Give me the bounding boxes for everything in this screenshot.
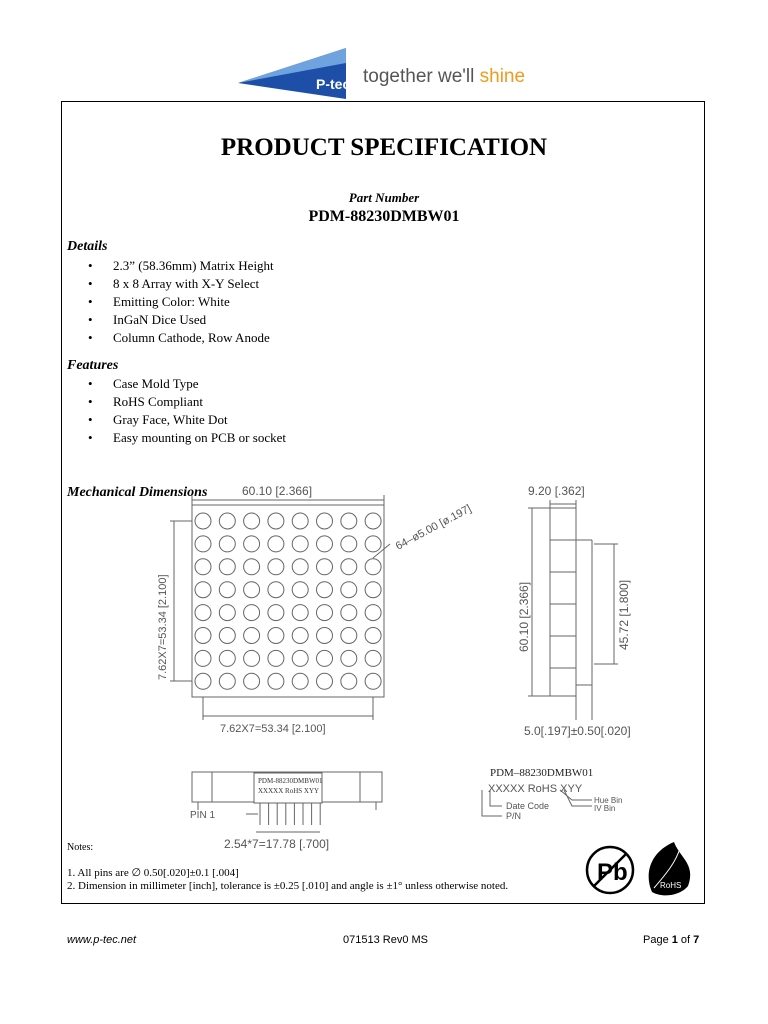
- marking-pn: P/N: [506, 811, 522, 821]
- features-list: [85, 375, 286, 447]
- list-item: • InGaN Dice Used: [85, 311, 274, 329]
- led-dot: [268, 536, 284, 552]
- led-dot: [268, 513, 284, 529]
- svg-text:RoHS: RoHS: [660, 881, 682, 890]
- led-dot: [341, 582, 357, 598]
- pin1-label: PIN 1: [190, 810, 216, 821]
- led-dot: [268, 673, 284, 689]
- details-list: [85, 257, 274, 347]
- list-item: • Case Mold Type: [85, 375, 286, 393]
- dim-side-height: 60.10 [2.366]: [517, 581, 531, 652]
- list-item: • 2.3” (58.36mm) Matrix Height: [85, 257, 274, 275]
- features-heading: Features: [67, 358, 119, 373]
- lead-free-icon: [587, 847, 633, 893]
- led-dot: [292, 536, 308, 552]
- led-dot: [365, 605, 381, 621]
- led-dot: [365, 513, 381, 529]
- list-item: • Gray Face, White Dot: [85, 411, 286, 429]
- mechanical-drawing: [157, 480, 670, 851]
- dim-width-top: 60.10 [2.366]: [242, 484, 313, 498]
- led-dot: [268, 605, 284, 621]
- led-dot: [244, 650, 260, 666]
- led-dot: [244, 559, 260, 575]
- led-dot: [317, 605, 333, 621]
- part-number-label: Part Number: [348, 190, 420, 205]
- led-dot: [317, 650, 333, 666]
- list-item: • RoHS Compliant: [85, 393, 286, 411]
- led-dot: [292, 559, 308, 575]
- led-dot: [219, 559, 235, 575]
- led-dot: [219, 650, 235, 666]
- dim-dot-spec: 64–ø5.00 [ø.197]: [393, 502, 474, 553]
- led-dot: [292, 628, 308, 644]
- dim-pitch-vertical: 7.62X7=53.34 [2.100]: [157, 574, 169, 680]
- note-item: 1. All pins are ∅ 0.50[.020]±0.1 [.004]: [67, 867, 239, 879]
- part-number: PDM-88230DMBW01: [308, 208, 460, 225]
- rohs-leaf-icon: [649, 842, 691, 895]
- led-dot: [317, 673, 333, 689]
- led-dot: [341, 559, 357, 575]
- led-dot: [195, 605, 211, 621]
- led-dot: [292, 605, 308, 621]
- led-dot: [317, 582, 333, 598]
- svg-text:Pb: Pb: [597, 859, 628, 886]
- marking-part: PDM–88230DMBW01: [490, 767, 594, 779]
- list-item: • 8 x 8 Array with X-Y Select: [85, 275, 274, 293]
- led-dot: [244, 582, 260, 598]
- list-item: • Emitting Color: White: [85, 293, 274, 311]
- led-dot: [317, 628, 333, 644]
- marking-date-code: Date Code: [506, 801, 550, 811]
- led-dot: [219, 513, 235, 529]
- led-dot: [317, 536, 333, 552]
- marking-iv-bin: IV Bin: [594, 804, 616, 813]
- led-dot: [268, 628, 284, 644]
- dim-pin-span-vertical: 45.72 [1.800]: [617, 579, 631, 650]
- led-dot: [341, 650, 357, 666]
- led-dot: [195, 582, 211, 598]
- led-dot-grid: [195, 513, 381, 689]
- led-dot: [268, 650, 284, 666]
- led-dot: [195, 673, 211, 689]
- led-dot: [365, 582, 381, 598]
- led-dot: [317, 559, 333, 575]
- details-heading: Details: [67, 239, 108, 254]
- led-dot: [219, 605, 235, 621]
- page-title: PRODUCT SPECIFICATION: [220, 134, 548, 161]
- led-dot: [244, 513, 260, 529]
- led-dot: [244, 605, 260, 621]
- led-dot: [244, 536, 260, 552]
- footer-website[interactable]: www.p-tec.net: [67, 934, 137, 946]
- list-item: • Column Cathode, Row Anode: [85, 329, 274, 347]
- led-dot: [292, 650, 308, 666]
- led-dot: [195, 628, 211, 644]
- led-dot: [365, 559, 381, 575]
- led-dot: [365, 536, 381, 552]
- note-item: 2. Dimension in millimeter [inch], tolerance is ±0.25 [.010] and angle is ±1° unless otherwise noted.: [67, 880, 509, 892]
- list-item: • Easy mounting on PCB or socket: [85, 429, 286, 447]
- led-dot: [219, 536, 235, 552]
- ptec-logo: [238, 45, 538, 103]
- led-dot: [341, 673, 357, 689]
- led-dot: [195, 536, 211, 552]
- led-dot: [341, 513, 357, 529]
- dim-pin-pitch: 2.54*7=17.78 [.700]: [224, 837, 330, 851]
- led-dot: [195, 559, 211, 575]
- marking-line: XXXXX RoHS XYY: [488, 783, 583, 795]
- led-dot: [341, 605, 357, 621]
- dim-pitch-horizontal: 7.62X7=53.34 [2.100]: [220, 723, 326, 735]
- pin-row: [260, 803, 320, 825]
- led-dot: [268, 559, 284, 575]
- led-dot: [341, 536, 357, 552]
- led-dot: [365, 628, 381, 644]
- label-part: PDM-88230DMBW01: [258, 777, 323, 785]
- marking-hue-bin: Hue Bin: [594, 796, 623, 805]
- compliance-symbols: [584, 838, 700, 898]
- led-dot: [268, 582, 284, 598]
- led-dot: [317, 513, 333, 529]
- footer-doc-code: 071513 Rev0 MS: [343, 934, 428, 946]
- led-dot: [244, 628, 260, 644]
- led-dot: [219, 582, 235, 598]
- dim-depth-top: 9.20 [.362]: [528, 484, 585, 498]
- led-dot: [292, 582, 308, 598]
- led-dot: [292, 513, 308, 529]
- led-dot: [365, 650, 381, 666]
- brand-name: P-tec: [316, 76, 351, 92]
- led-dot: [219, 673, 235, 689]
- led-dot: [244, 673, 260, 689]
- led-dot: [365, 673, 381, 689]
- mechanical-heading: Mechanical Dimensions: [67, 485, 208, 500]
- led-dot: [195, 650, 211, 666]
- notes-heading: Notes:: [67, 842, 94, 853]
- dim-pin-length: 5.0[.197]±0.50[.020]: [524, 724, 631, 738]
- led-dot: [292, 673, 308, 689]
- led-dot: [219, 628, 235, 644]
- label-line2: XXXXX RoHS XYY: [258, 787, 320, 795]
- led-dot: [341, 628, 357, 644]
- tagline: together we'll shine: [363, 66, 526, 87]
- led-dot: [195, 513, 211, 529]
- footer-page-number: Page 1 of 7: [643, 934, 700, 946]
